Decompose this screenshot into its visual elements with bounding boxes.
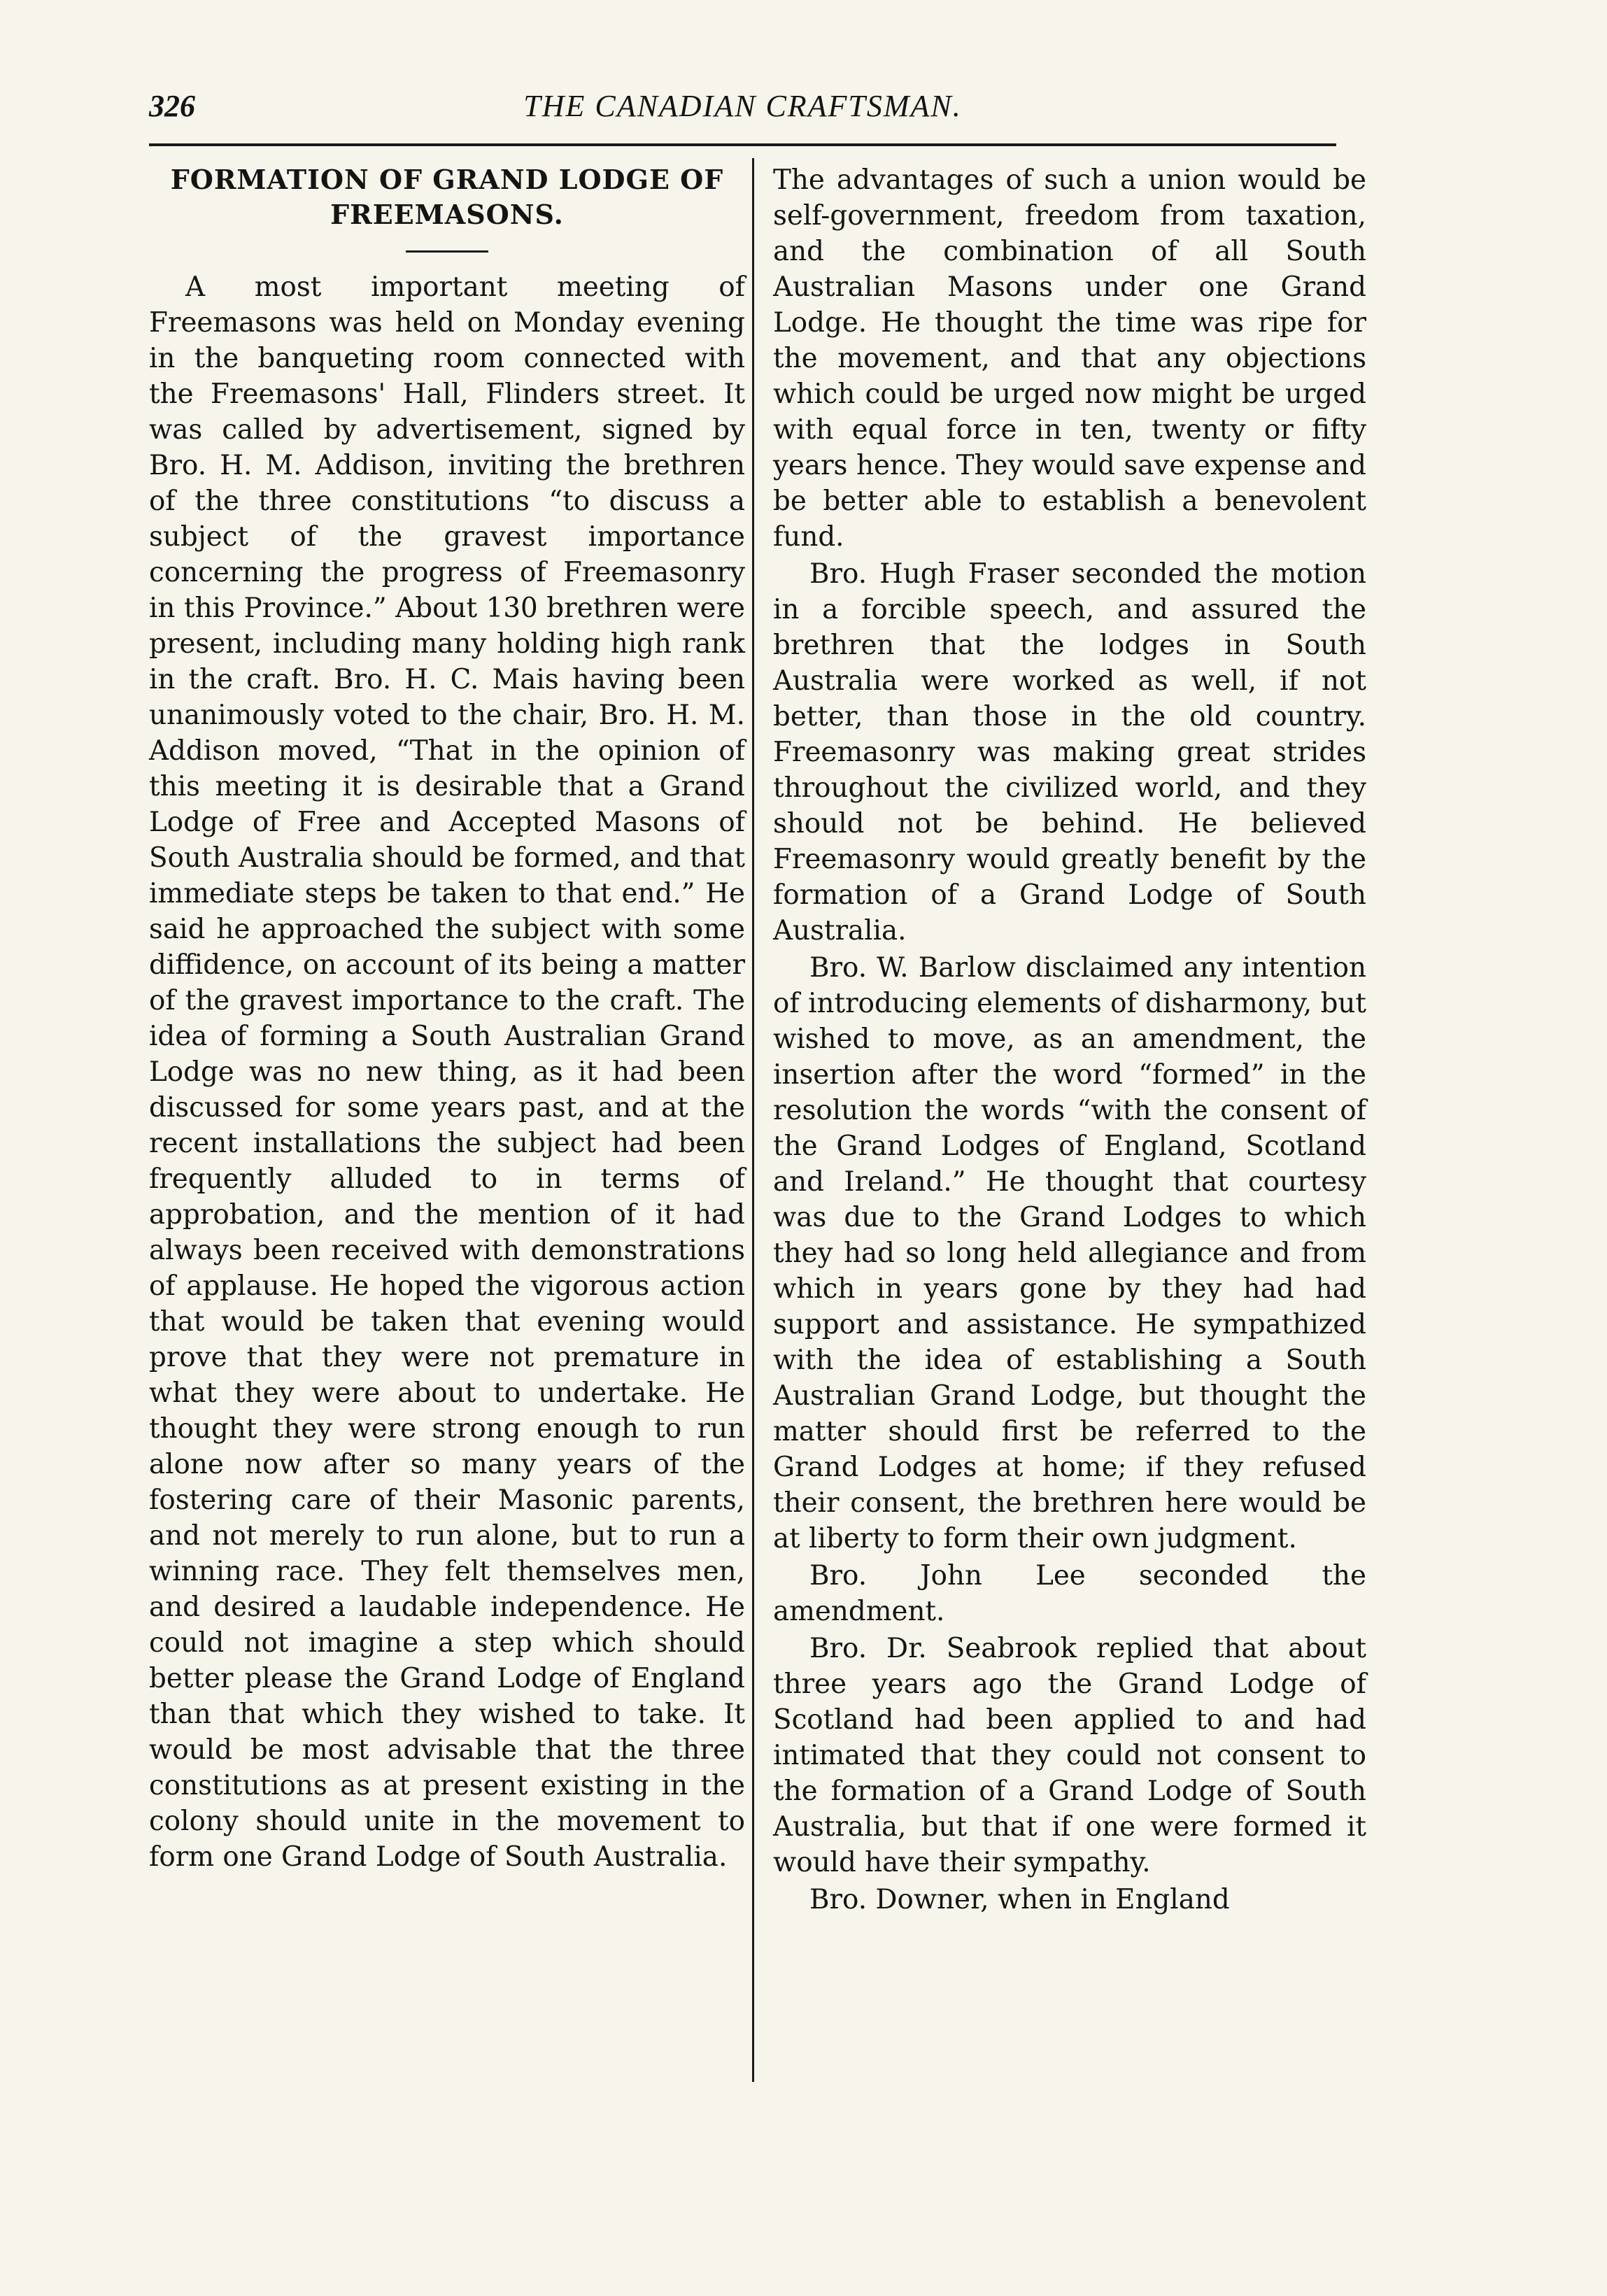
page-header [149,88,1336,137]
running-title: THE CANADIAN CRAFTSMAN. [523,89,962,123]
headline-rule [406,250,488,253]
paragraph: Bro. Hugh Fraser seconded the motion in a forcible speech, and assured the brethren that the lodges in South Australia were worked as well, if not better, than those in the old country. Freemasonry was making great strides throughout the civilized world, and they should not be behind. He believed Freemasonry would greatly benefit by the formation of a Grand Lodge of South Australia. [773,558,1366,947]
header-rule [149,143,1336,146]
paragraph: Bro. Downer, when in England [809,1884,1230,1915]
left-column [149,162,745,1875]
paragraph: Bro. Dr. Seabrook replied that about three years ago the Grand Lodge of Scotland had been applied to and had intimated that they could not consent to the formation of a Grand Lodge of South Australia, but that if one were formed it would have their sympathy. [773,1633,1366,1878]
page-number: 326 [149,89,195,123]
right-column [773,162,1366,1918]
paragraph: A most important meeting of Freemasons was held on Monday evening in the banqueting room connected with the Freemasons' Hall, Flinders street. It was called by advertisement, signed by Bro. H. M. Addison, inviting the brethren of the three constitutions “to discuss a subject of the gravest importance concerning the progress of Freemasonry in this Province.” About 130 brethren were present, including many holding high rank in the craft. Bro. H. C. Mais having been unanimously voted to the chair, Bro. H. M. Addison moved, “That in the opinion of this meeting it is desirable that a Grand Lodge of Free and Accepted Masons of South Australia should be formed, and that immediate steps be taken to that end.” He said he approached the subject with some diffidence, on account of its being a matter of the gravest importance to the craft. The idea of forming a South Australian Grand Lodge was no new thing, as it had been discussed for some years past, and at the recent installations the subject had been frequently alluded to in terms of approbation, and the mention of it had always been received with demonstrations of applause. He hoped the vigorous action that would be taken that evening would prove that they were not premature in what they were about to undertake. He thought they were strong enough to run alone now after so many years of the fostering care of their Masonic parents, and not merely to run alone, but to run a winning race. They felt themselves men, and desired a laudable independence. He could not imagine a step which should better please the Grand Lodge of England than that which they wished to take. It would be most advisable that the three constitutions as at present existing in the colony should unite in the movement to form one Grand Lodge of South Australia. [149,271,745,1873]
column-divider [752,158,754,2082]
paragraph: Bro. W. Barlow disclaimed any intention of introducing elements of disharmony, but wished to move, as an amendment, the insertion after the word “formed” in the resolution the words “with the consent of the Grand Lodges of England, Scotland and Ireland.” He thought that courtesy was due to the Grand Lodges to which they had so long held allegiance and from which in years gone by they had had support and assistance. He sympathized with the idea of establishing a South Australian Grand Lodge, but thought the matter should first be referred to the Grand Lodges at home; if they refused their consent, the brethren here would be at liberty to form their own judgment. [773,952,1366,1554]
paragraph: Bro. John Lee seconded the amendment. [773,1560,1366,1627]
article-headline: FORMATION OF GRAND LODGE OF FREEMASONS. [170,164,724,230]
paragraph: The advantages of such a union would be self-government, freedom from taxation, and the combination of all South Australian Masons under one Grand Lodge. He thought the time was ripe for the movement, and that any objections which could be urged now might be urged with equal force in ten, twenty or fifty years hence. They would save expense and be better able to establish a benevolent fund. [773,164,1366,553]
